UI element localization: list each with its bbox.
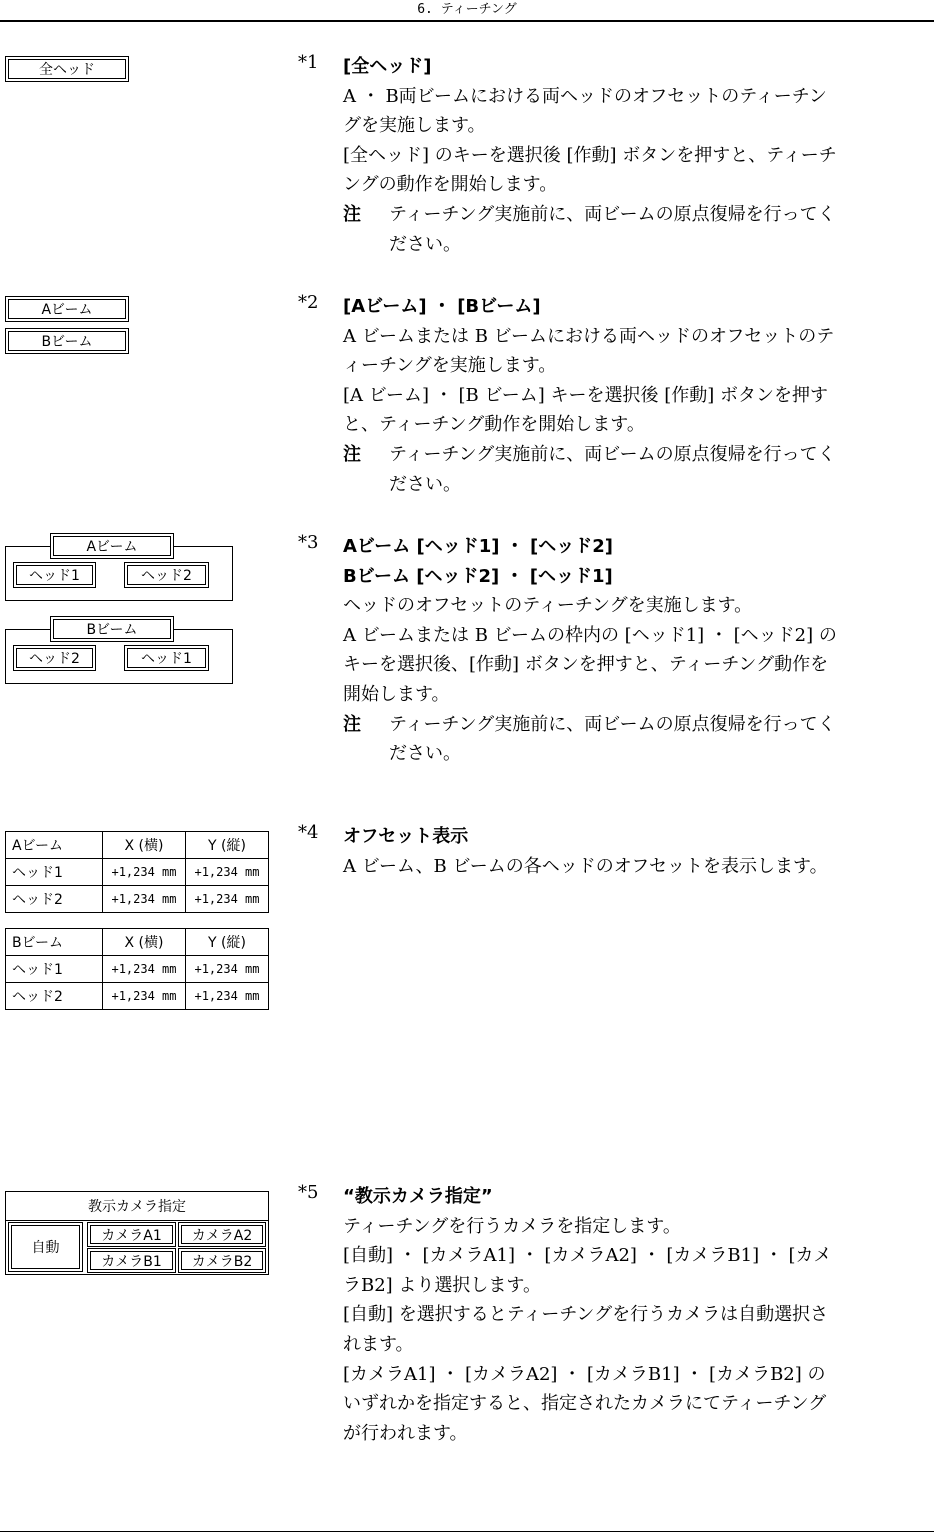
note-text: ティーチング実施前に、両ビームの原点復帰を行ってください。 [389,713,836,765]
note-text: ティーチング実施前に、両ビームの原点復帰を行ってください。 [389,203,836,255]
a-beam-button-label: Aビーム [8,299,126,319]
note-label: 注 [343,203,361,225]
table-cell: +1,234 mm [186,859,269,886]
section-3-title-2: Bビーム [ヘッド2] ・ [ヘッド1] [343,565,613,587]
section-5-line-1: ティーチングを行うカメラを指定します。 [343,1215,681,1237]
table-cell: +1,234 mm [186,983,269,1010]
section-2-line-1: A ビームまたは B ビームにおける両ヘッドのオフセットのティーチングを実施します。 [343,325,835,377]
b-beam-head1-label: ヘッド1 [127,648,206,668]
table-row [6,859,269,886]
section-1-note [343,200,843,259]
mark-1: *1 [298,52,319,73]
camera-a1-button[interactable] [87,1222,176,1247]
section-4-description [343,822,843,881]
a-beam-group-label: Aビーム [53,536,171,556]
b-beam-offset-table [5,928,269,1010]
all-heads-button-label: 全ヘッド [8,59,126,79]
section-2-note [343,440,843,499]
section-1-title: [全ヘッド] [343,56,432,77]
a-beam-group-button[interactable] [50,533,174,559]
table-header-row [6,832,269,859]
camera-a1-label: カメラA1 [90,1225,173,1244]
a-beam-head2-button[interactable] [124,562,209,588]
section-4-title: オフセット表示 [343,826,469,847]
section-1-line-1: A ・ B両ビームにおける両ヘッドのオフセットのティーチングを実施します。 [343,85,827,137]
a-beam-head2-label: ヘッド2 [127,565,206,585]
table-header-row [6,929,269,956]
mark-5: *5 [298,1182,319,1203]
table-cell: ヘッド2 [6,886,103,913]
section-5-line-2: [自動] ・ [カメラA1] ・ [カメラA2] ・ [カメラB1] ・ [カメラB2] より選択します。 [343,1245,832,1296]
section-3-title-1: Aビーム [ヘッド1] ・ [ヘッド2] [343,536,613,557]
section-3-note [343,710,843,769]
b-beam-button[interactable] [5,328,129,354]
table-cell: ヘッド1 [6,859,103,886]
camera-a2-label: カメラA2 [181,1225,263,1244]
all-heads-button[interactable] [5,56,129,82]
camera-b1-button[interactable] [87,1248,176,1273]
table-header-cell: X (横) [103,929,186,956]
a-beam-offset-table [5,831,269,913]
table-header-cell: Bビーム [6,929,103,956]
a-beam-head1-label: ヘッド1 [16,565,93,585]
camera-auto-button[interactable] [8,1222,83,1272]
camera-auto-label: 自動 [11,1225,80,1269]
page-header: 6. ティーチング [0,0,934,22]
section-3-description [343,532,843,769]
section-5-line-3: [自動] を選択するとティーチングを行うカメラは自動選択されます。 [343,1304,829,1355]
a-beam-button[interactable] [5,296,129,322]
table-cell: +1,234 mm [103,983,186,1010]
footer-rule [0,1531,934,1532]
mark-4: *4 [298,822,319,843]
b-beam-group-button[interactable] [50,616,174,642]
table-row [6,956,269,983]
b-beam-button-label: Bビーム [8,331,126,351]
camera-a2-button[interactable] [178,1222,266,1247]
camera-b1-label: カメラB1 [90,1251,173,1270]
teach-camera-panel-title: 教示カメラ指定 [6,1192,268,1221]
section-2-title: [Aビーム] ・ [Bビーム] [343,296,541,317]
camera-b2-label: カメラB2 [181,1251,263,1270]
table-cell: ヘッド2 [6,983,103,1010]
table-header-cell: Y (縦) [186,929,269,956]
section-5-title: “教示カメラ指定” [343,1186,493,1207]
section-3-line-1: ヘッドのオフセットのティーチングを実施します。 [343,595,753,617]
camera-b2-button[interactable] [178,1248,266,1273]
note-label: 注 [343,713,361,735]
mark-2: *2 [298,292,319,313]
table-cell: +1,234 mm [103,956,186,983]
section-2-description [343,292,843,499]
section-3-line-2: A ビームまたは B ビームの枠内の [ヘッド1] ・ [ヘッド2] のキーを選択後、[作動] ボタンを押すと、ティーチング動作を開始します。 [343,624,837,705]
table-row [6,983,269,1010]
table-cell: +1,234 mm [103,886,186,913]
b-beam-head2-button[interactable] [13,645,96,671]
section-5-line-4: [カメラA1] ・ [カメラA2] ・ [カメラB1] ・ [カメラB2] のいずれかを指定すると、指定されたカメラにてティーチングが行われます。 [343,1363,827,1444]
table-cell: +1,234 mm [103,859,186,886]
b-beam-group-label: Bビーム [53,619,171,639]
note-text: ティーチング実施前に、両ビームの原点復帰を行ってください。 [389,443,836,495]
b-beam-head2-label: ヘッド2 [16,648,93,668]
table-header-cell: Y (縦) [186,832,269,859]
section-5-description [343,1182,843,1448]
table-header-cell: Aビーム [6,832,103,859]
mark-3: *3 [298,532,319,553]
section-1-line-2: [全ヘッド] のキーを選択後 [作動] ボタンを押すと、ティーチングの動作を開始します。 [343,144,837,196]
section-1-description [343,52,843,259]
section-2-line-2: [A ビーム] ・ [B ビーム] キーを選択後 [作動] ボタンを押すと、ティーチング動作を開始します。 [343,384,828,436]
table-cell: ヘッド1 [6,956,103,983]
b-beam-head1-button[interactable] [124,645,209,671]
table-row [6,886,269,913]
section-4-line-1: A ビーム、B ビームの各ヘッドのオフセットを表示します。 [343,855,828,877]
table-cell: +1,234 mm [186,886,269,913]
table-header-cell: X (横) [103,832,186,859]
table-cell: +1,234 mm [186,956,269,983]
a-beam-head1-button[interactable] [13,562,96,588]
note-label: 注 [343,443,361,465]
